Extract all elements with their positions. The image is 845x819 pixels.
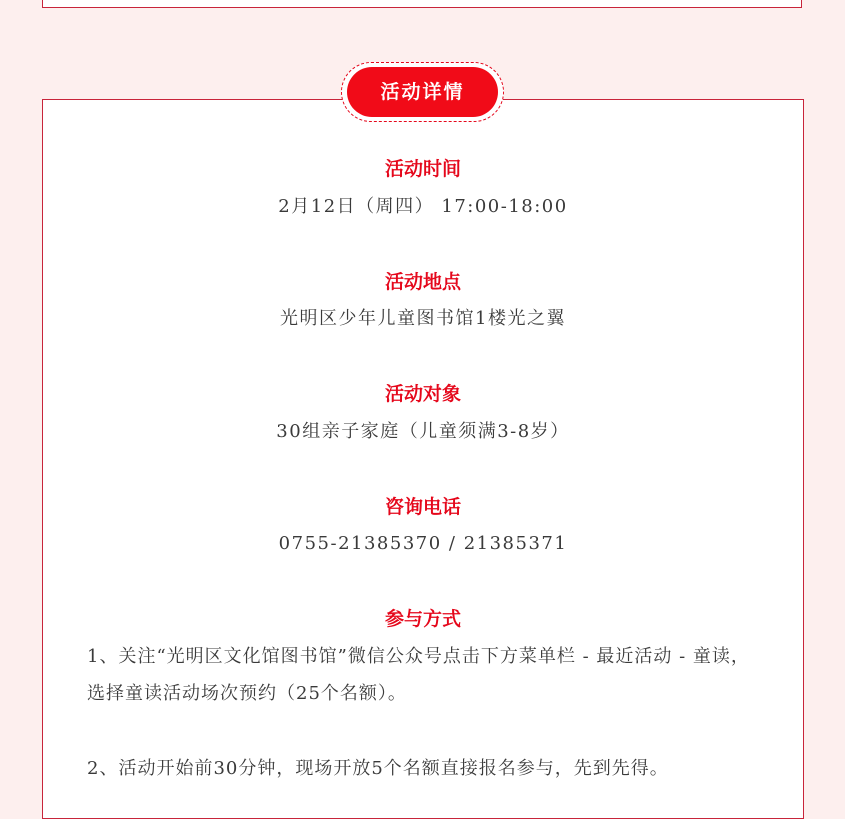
location-title: 活动地点 [384,271,461,293]
participation-step-2: 2、活动开始前30分钟，现场开放5个名额直接报名参与，先到先得。 [87,758,669,779]
time-value: 2月12日（周四） 17:00-18:00 [278,196,568,217]
time-title: 活动时间 [384,158,461,180]
location-value: 光明区少年儿童图书馆1楼光之翼 [280,308,566,329]
participation-step-1: 1、关注“光明区文化馆图书馆”微信公众号点击下方菜单栏 - 最近活动 - 童读，选择童读活动场次预约（25个名额）。 [87,646,750,704]
previous-card [42,0,802,8]
audience-value: 30组亲子家庭（儿童须满3-8岁） [276,421,570,442]
activity-details-badge: 活动详情 [347,67,498,117]
audience-title: 活动对象 [384,383,461,405]
participation-title: 参与方式 [384,608,461,630]
phone-value: 0755-21385370 / 21385371 [278,533,568,554]
phone-title: 咨询电话 [384,496,461,518]
